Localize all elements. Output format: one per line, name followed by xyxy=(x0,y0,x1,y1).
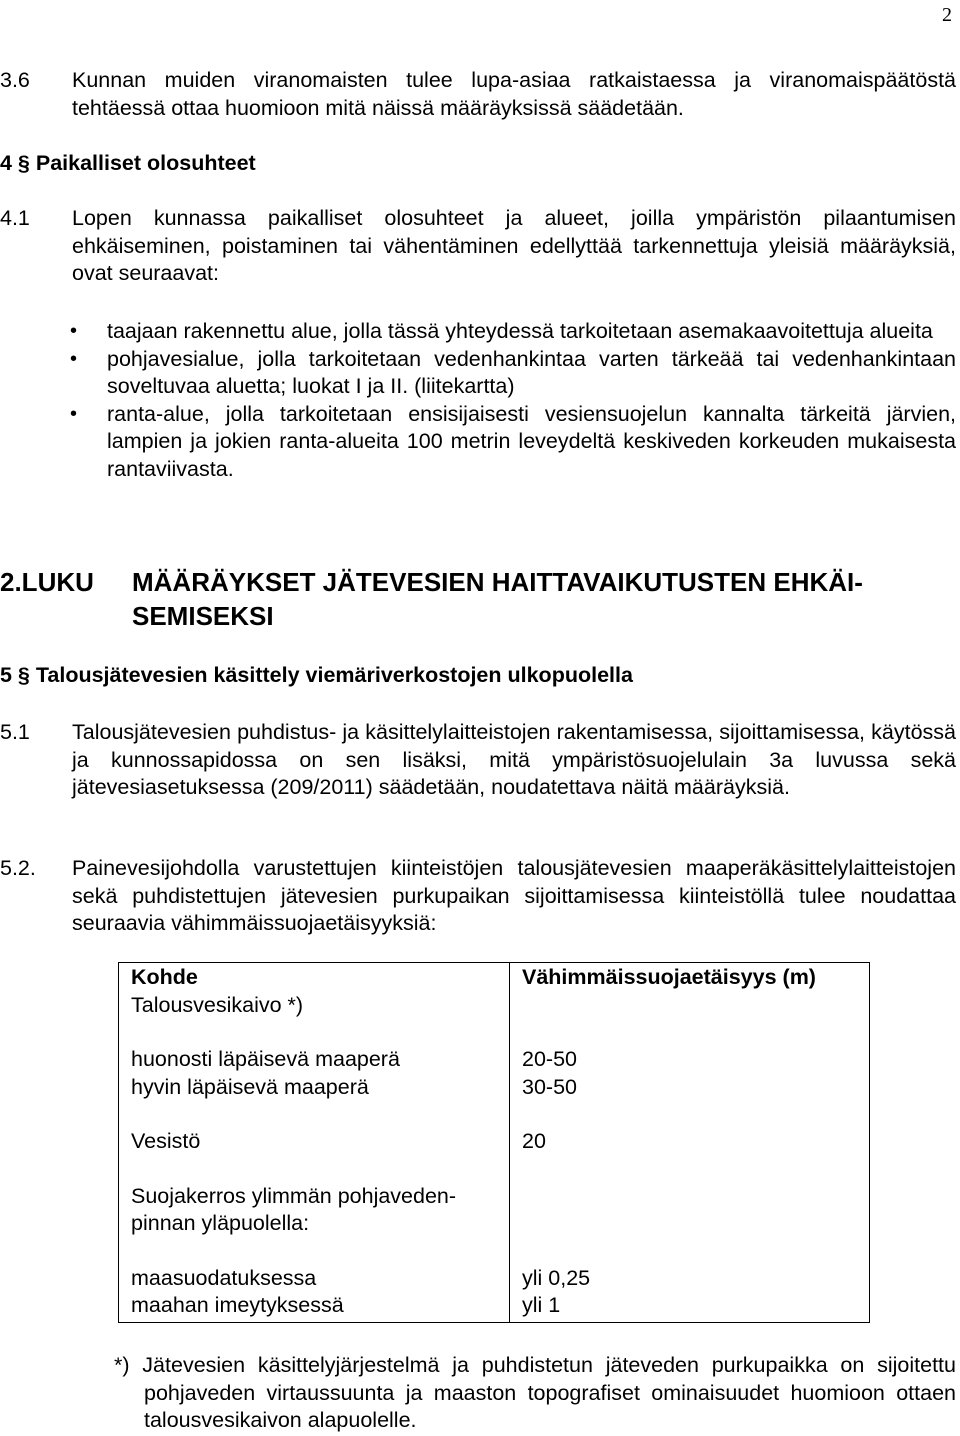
table-cell xyxy=(119,963,510,1323)
chapter-title: MÄÄRÄYKSET JÄTEVESIEN HAITTAVAIKUTUSTEN EHKÄI-SEMISEKSI xyxy=(132,567,863,631)
section-3-6 xyxy=(0,67,960,122)
value-vesisto: 20 xyxy=(522,1129,546,1153)
bullet-list xyxy=(72,318,956,483)
row-talousvesikaivo: Talousvesikaivo *) xyxy=(131,992,304,1017)
column-header-distance: Vähimmäissuojaetäisyys (m) xyxy=(522,965,816,989)
section-number: 3.6 xyxy=(0,68,30,92)
section-text: Kunnan muiden viranomaisten tulee lupa-asiaa ratkaistaessa ja viranomaispäätöstä tehtäessä ottaa huomioon mitä näissä määräyksissä säädetään. xyxy=(72,68,956,120)
distance-table xyxy=(118,962,870,1323)
value-imeytys: yli 1 xyxy=(522,1293,561,1317)
chapter-heading xyxy=(0,565,960,633)
section-text: Talousjätevesien puhdistus- ja käsittelylaitteistojen rakentamisessa, sijoittamisessa, käytössä ja kunnossapidossa on sen lisäksi, mitä ympäristösuojelulain 3a luvussa sekä jätevesiasetuksessa (209/2011) säädetään, noudatettava näitä määräyksiä. xyxy=(72,720,956,799)
row-huonosti: huonosti läpäisevä maaperä xyxy=(131,1047,400,1071)
section-number: 5.2. xyxy=(0,856,36,880)
chapter-number: 2.LUKU xyxy=(0,567,94,597)
section-5-heading: 5 § Talousjätevesien käsittely viemäriverkostojen ulkopuolella xyxy=(0,663,633,687)
section-number: 4.1 xyxy=(0,206,30,230)
bullet-icon: • xyxy=(70,402,78,425)
footnote: *) Jätevesien käsittelyjärjestelmä ja puhdistetun jäteveden purkupaikka on sijoitettu pohjaveden virtaussuunta ja maaston topografiset ominaisuudet huomioon ottaen talousvesikaivon alapuolelle. xyxy=(114,1353,956,1432)
section-number: 5.1 xyxy=(0,720,30,744)
bullet-icon: • xyxy=(70,320,78,342)
value-maasuodatus: yli 0,25 xyxy=(522,1265,591,1290)
row-maasuodatus: maasuodatuksessa xyxy=(131,1265,317,1290)
value-huonosti: 20-50 xyxy=(522,1047,577,1071)
value-hyvin: 30-50 xyxy=(522,1074,577,1099)
column-header-kohde: Kohde xyxy=(131,965,198,989)
list-item: • pohjavesialue, jolla tarkoitetaan vedenhankintaa varten tärkeää tai vedenhankintaan soveltuvaa aluetta; luokat I ja II. (liitekartta) xyxy=(70,346,956,398)
section-text: Painevesijohdolla varustettujen kiinteistöjen talousjätevesien maaperäkäsittelylaitteistojen sekä puhdistettujen jätevesien purkupaikan sijoittamisessa kiinteistöllä tulee noudattaa seuraavia vähimmäissuojaetäisyyksiä: xyxy=(72,856,956,935)
list-item: • taajaan rakennettu alue, jolla tässä yhteydessä tarkoitetaan asemakaavoitettuja alueita xyxy=(72,318,956,346)
table-cell xyxy=(510,963,870,1323)
row-hyvin: hyvin läpäisevä maaperä xyxy=(131,1074,369,1099)
section-4-heading: 4 § Paikalliset olosuhteet xyxy=(0,151,256,175)
row-imeytys: maahan imeytyksessä xyxy=(131,1293,344,1317)
page-number: 2 xyxy=(942,4,952,26)
section-text: Lopen kunnassa paikalliset olosuhteet ja alueet, joilla ympäristön pilaantumisen ehkäiseminen, poistaminen tai vähentäminen edellyttää tarkennettuja yleisiä määräyksiä, ovat seuraavat: xyxy=(72,206,956,285)
list-item: • ranta-alue, jolla tarkoitetaan ensisijaisesti vesiensuojelun kannalta tärkeitä järvien, lampien ja jokien ranta-alueita 100 metrin leveydeltä keskiveden korkeuden mukaisesta rantaviivasta. xyxy=(70,401,956,481)
row-suojakerros: Suojakerros ylimmän pohjaveden-pinnan yläpuolella: xyxy=(131,1183,457,1235)
section-5-2 xyxy=(0,855,960,938)
row-vesisto: Vesistö xyxy=(131,1129,201,1153)
bullet-icon: • xyxy=(70,347,78,370)
section-4-1 xyxy=(0,205,960,288)
section-5-1 xyxy=(0,719,960,802)
